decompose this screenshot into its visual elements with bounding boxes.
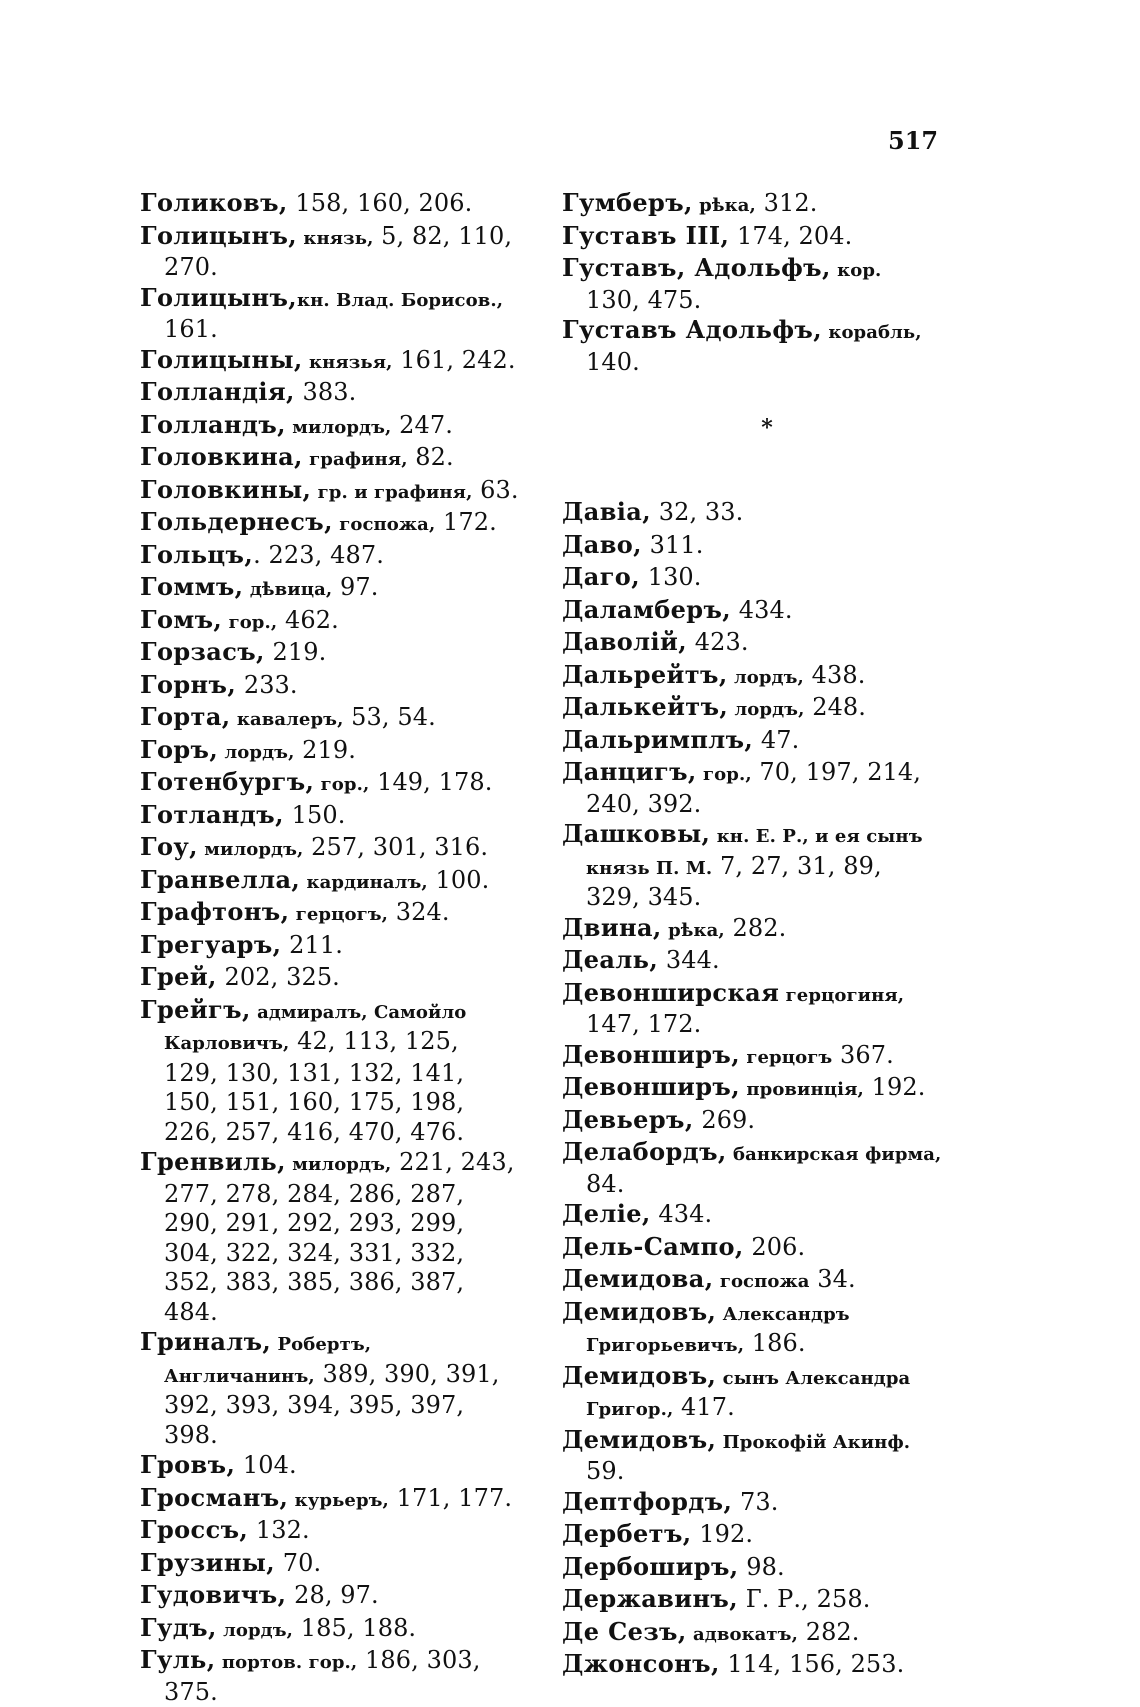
entry-page-refs: 149, 178.: [369, 768, 493, 796]
index-entry: [562, 1264, 942, 1297]
index-entry: [140, 1450, 520, 1483]
index-entry: [562, 627, 942, 660]
entry-description: корабль,: [821, 322, 922, 343]
entry-description: курьеръ,: [288, 1489, 389, 1511]
index-entry: [562, 1199, 942, 1232]
entry-description: князья,: [302, 351, 393, 373]
index-entry: [140, 345, 520, 378]
entry-heading: Густавъ III,: [562, 220, 730, 250]
index-entry: [140, 1645, 520, 1707]
entry-description: кн. Е. Р., и ея сынъ князь П. М.: [586, 826, 923, 879]
entry-heading: Двина,: [562, 912, 662, 942]
entry-page-refs: 70, 197, 214, 240, 392.: [586, 758, 922, 818]
entry-heading: Гранвелла,: [140, 864, 301, 894]
entry-description: лордъ,: [216, 1619, 294, 1641]
entry-page-refs: 324.: [388, 898, 450, 926]
entry-page-refs: 158, 160, 206.: [287, 189, 473, 217]
entry-page-refs: 84.: [586, 1169, 625, 1198]
index-entry: [562, 725, 942, 758]
entry-heading: Горнъ,: [140, 669, 237, 699]
entry-page-refs: 257, 301, 316.: [303, 833, 489, 861]
entry-page-refs: 73.: [732, 1487, 779, 1516]
entry-page-refs: 311.: [641, 530, 704, 559]
entry-heading: Гольцъ,: [140, 539, 254, 569]
entry-heading: Дальрейтъ,: [562, 659, 728, 689]
entry-heading: Грузины,: [140, 1547, 276, 1577]
entry-page-refs: 247.: [391, 410, 453, 439]
entry-page-refs: 130.: [639, 563, 702, 591]
entry-page-refs: 28, 97.: [286, 1581, 379, 1609]
entry-heading: Горта,: [140, 702, 231, 731]
entry-heading: Гровъ,: [140, 1450, 236, 1479]
entry-description: герцогиня,: [779, 984, 905, 1006]
index-entry: [562, 188, 942, 221]
entry-heading: Грей,: [140, 962, 217, 991]
entry-description: гр. и графиня,: [311, 481, 473, 503]
index-entry: [562, 757, 942, 819]
index-entry: [562, 221, 942, 254]
entry-page-refs: 82.: [407, 443, 454, 471]
index-entry: [562, 253, 942, 315]
index-entry: [140, 1515, 520, 1548]
index-entry: [140, 1327, 520, 1450]
entry-heading: Демидовъ,: [562, 1424, 717, 1454]
index-column-left: [140, 188, 520, 1707]
entry-heading: Делабордъ,: [562, 1137, 727, 1166]
entry-heading: Дель-Сампо,: [562, 1231, 744, 1261]
entry-heading: Девонширская: [562, 977, 780, 1007]
entry-heading: Гольдернесъ,: [140, 507, 333, 536]
entry-page-refs: 186, 303, 375.: [164, 1646, 481, 1706]
entry-heading: Голландъ,: [140, 409, 286, 439]
entry-page-refs: 219.: [264, 638, 327, 666]
entry-description: лордъ,: [218, 741, 295, 763]
entry-description: Прокофій Акинф.: [716, 1431, 911, 1453]
entry-page-refs: 174, 204.: [729, 221, 853, 250]
index-entry: [140, 735, 520, 768]
entry-page-refs: 171, 177.: [388, 1483, 513, 1512]
entry-heading: Голландія,: [140, 377, 295, 406]
entry-heading: Голицыны,: [140, 344, 303, 374]
entry-description: госпожа: [713, 1271, 810, 1292]
index-entry: [140, 475, 520, 508]
entry-heading: Дашковы,: [562, 819, 711, 848]
entry-heading: Гоу,: [140, 832, 198, 861]
entry-heading: Даламберъ,: [562, 594, 732, 624]
entry-page-refs: 100.: [427, 865, 490, 894]
page-number: 517: [888, 126, 939, 155]
entry-page-refs: 219.: [294, 735, 357, 764]
entry-description: портов. гор.,: [215, 1652, 358, 1673]
entry-page-refs: 344.: [658, 946, 720, 974]
entry-description: кн. Влад. Борисов.,: [297, 289, 504, 311]
entry-description: кавалеръ,: [230, 709, 344, 730]
entry-heading: Дербоширъ,: [562, 1551, 739, 1581]
entry-heading: Данцигъ,: [562, 757, 697, 786]
entry-page-refs: 98.: [738, 1552, 785, 1581]
entry-heading: Графтонъ,: [140, 897, 290, 926]
entry-page-refs: 140.: [586, 347, 640, 376]
entry-page-refs: 150.: [283, 800, 346, 829]
index-entry: [562, 1552, 942, 1585]
index-entry: [140, 1483, 520, 1516]
index-entry: [140, 442, 520, 475]
entry-heading: Гроссъ,: [140, 1515, 249, 1544]
entry-page-refs: 192.: [691, 1520, 754, 1548]
entry-page-refs: 42, 113, 125, 129, 130, 131, 132, 141, 150, 151, 160, 175, 198, 226, 257, 416, 470, 476.: [164, 1027, 465, 1146]
entry-page-refs: 434.: [650, 1200, 713, 1228]
entry-page-refs: 132.: [248, 1516, 310, 1544]
entry-heading: Горзасъ,: [140, 637, 265, 666]
index-entry: [562, 692, 942, 725]
entry-description: герцогъ,: [289, 904, 389, 925]
entry-page-refs: 114, 156, 253.: [719, 1650, 905, 1678]
entry-heading: Державинъ,: [562, 1584, 738, 1613]
index-entry: [140, 410, 520, 443]
entry-heading: Гриналъ,: [140, 1327, 272, 1356]
entry-description: рѣка,: [661, 919, 725, 941]
entry-heading: Горъ,: [140, 734, 219, 764]
entry-description: рѣка,: [692, 195, 756, 216]
entry-description: милордъ,: [285, 1154, 392, 1175]
entry-heading: Деліе,: [562, 1199, 651, 1228]
entry-page-refs: 423.: [686, 628, 749, 656]
entry-description: дѣвица,: [243, 579, 333, 600]
entry-page-refs: 383.: [294, 378, 357, 406]
entry-description: Александръ Григорьевичъ,: [586, 1303, 850, 1356]
entry-page-refs: 47.: [753, 725, 800, 754]
entry-page-refs: 367.: [832, 1040, 894, 1069]
index-entry: [140, 507, 520, 540]
index-entry: [562, 1105, 942, 1138]
index-entry: [562, 1297, 942, 1361]
index-entry: [562, 819, 942, 913]
entry-heading: Джонсонъ,: [562, 1649, 720, 1678]
entry-page-refs: 438.: [803, 660, 866, 689]
entry-description: милордъ,: [285, 416, 392, 438]
index-entry: [562, 1072, 942, 1105]
index-entry: [562, 945, 942, 978]
index-entry: [140, 572, 520, 605]
index-entry: [562, 530, 942, 563]
entry-page-refs: 32, 33.: [651, 498, 744, 526]
entry-description: адмиралъ, Самойло Карловичъ,: [164, 1001, 467, 1054]
entry-description: адвокатъ,: [686, 1623, 798, 1645]
entry-page-refs: 462.: [277, 605, 339, 634]
entry-heading: Давіа,: [562, 497, 651, 526]
entry-description: Робертъ, Англичанинъ,: [164, 1334, 372, 1387]
entry-page-refs: 161.: [164, 315, 218, 343]
entry-page-refs: 172.: [435, 508, 497, 536]
entry-heading: Даго,: [562, 562, 640, 591]
entry-description: банкирская фирма,: [726, 1144, 942, 1165]
index-entry: [140, 637, 520, 670]
entry-page-refs: 7, 27, 31, 89, 329, 345.: [586, 851, 882, 911]
entry-heading: Демидова,: [562, 1264, 714, 1293]
index-entry: [140, 865, 520, 898]
entry-heading: Демидовъ,: [562, 1296, 717, 1326]
entry-page-refs: 70.: [275, 1548, 322, 1577]
entry-page-refs: 59.: [586, 1457, 625, 1485]
entry-page-refs: 161, 242.: [392, 345, 516, 374]
index-entry: [562, 1137, 942, 1199]
entry-page-refs: 221, 243, 277, 278, 284, 286, 287, 290, 291, 292, 293, 299, 304, 322, 324, 331, 332, 352, 383, 385, 386, 387, 484.: [164, 1148, 515, 1326]
index-entry: [562, 913, 942, 946]
entry-description: провинція,: [740, 1079, 864, 1100]
entry-page-refs: 269.: [693, 1105, 756, 1134]
index-entry: [562, 1519, 942, 1552]
entry-heading: Грейгъ,: [140, 994, 251, 1024]
index-entry: [562, 315, 942, 377]
entry-heading: Демидовъ,: [562, 1360, 717, 1390]
entry-description: госпожа,: [332, 514, 436, 535]
index-entry: [562, 1617, 942, 1650]
entry-heading: Голиковъ,: [140, 188, 288, 217]
entry-page-refs: 202, 325.: [216, 963, 340, 991]
entry-page-refs: 5, 82, 110, 270.: [164, 221, 513, 281]
index-entry: [140, 1613, 520, 1646]
index-entry: [140, 188, 520, 221]
entry-description: кор.: [830, 260, 882, 281]
index-entry: [562, 1487, 942, 1520]
entry-page-refs: Г. Р., 258.: [737, 1585, 871, 1613]
entry-description: герцогъ: [740, 1046, 833, 1068]
entry-heading: Гоммъ,: [140, 572, 244, 601]
entry-description: лордъ,: [728, 699, 805, 720]
entry-heading: Гросманъ,: [140, 1482, 289, 1512]
index-entry: [140, 832, 520, 865]
index-entry: [562, 1232, 942, 1265]
index-entry: [562, 497, 942, 530]
index-entry: [140, 1548, 520, 1581]
entry-heading: Деаль,: [562, 945, 659, 974]
entry-page-refs: 97.: [332, 573, 379, 601]
index-entry: [562, 1361, 942, 1425]
index-section-g-continued: [562, 188, 942, 377]
entry-description: милордъ,: [197, 839, 304, 860]
entry-heading: Грегуаръ,: [140, 929, 282, 959]
entry-page-refs: 417.: [673, 1393, 735, 1421]
index-entry: [562, 595, 942, 628]
index-entry: [562, 660, 942, 693]
entry-page-refs: 192.: [863, 1073, 926, 1101]
entry-page-refs: 130, 475.: [586, 285, 702, 314]
entry-heading: Девонширъ,: [562, 1039, 740, 1069]
entry-page-refs: 104.: [235, 1451, 297, 1479]
entry-heading: Голицынъ,: [140, 282, 298, 312]
index-entry: [562, 1425, 942, 1487]
index-entry: [140, 1580, 520, 1613]
entry-heading: Головкины,: [140, 474, 312, 504]
entry-description: сынъ Александра Григор.,: [586, 1367, 911, 1420]
entry-page-refs: 389, 390, 391, 392, 393, 394, 395, 397, 398.: [164, 1359, 500, 1449]
entry-page-refs: 248.: [804, 693, 867, 721]
index-entry: [140, 800, 520, 833]
entry-description: гор.,: [696, 764, 752, 785]
entry-description: гор.,: [222, 611, 278, 633]
index-entry: [562, 1649, 942, 1682]
index-entry: [140, 897, 520, 930]
entry-heading: Даволій,: [562, 627, 687, 656]
index-entry: [140, 1147, 520, 1327]
index-entry: [140, 540, 520, 573]
index-entry: [562, 1040, 942, 1073]
entry-heading: Даво,: [562, 529, 642, 559]
index-entry: [140, 605, 520, 638]
entry-page-refs: 147, 172.: [586, 1010, 702, 1038]
entry-heading: Гомъ,: [140, 604, 223, 634]
entry-description: князь,: [297, 227, 374, 249]
entry-page-refs: 233.: [236, 670, 298, 699]
entry-page-refs: 186.: [744, 1329, 806, 1357]
entry-page-refs: 206.: [743, 1232, 806, 1261]
index-entry: [140, 930, 520, 963]
entry-heading: Густавъ Адольфъ,: [562, 315, 822, 344]
entry-page-refs: 34.: [809, 1265, 856, 1293]
entry-heading: Гудъ,: [140, 1612, 217, 1642]
entry-description: кардиналъ,: [300, 871, 428, 893]
index-entry: [140, 670, 520, 703]
entry-heading: Далькейтъ,: [562, 692, 729, 721]
entry-heading: Дептфордъ,: [562, 1486, 733, 1516]
entry-description: графиня,: [302, 449, 408, 470]
index-entry: [140, 283, 520, 345]
entry-page-refs: 282.: [724, 913, 787, 942]
entry-heading: Готландъ,: [140, 799, 284, 829]
entry-description: лордъ,: [727, 666, 804, 688]
entry-page-refs: 185, 188.: [293, 1613, 417, 1642]
entry-heading: Густавъ, Адольфъ,: [562, 253, 831, 282]
index-entry: [562, 562, 942, 595]
entry-heading: Готенбургъ,: [140, 767, 315, 796]
entry-heading: Гренвиль,: [140, 1147, 286, 1176]
entry-page-refs: . 223, 487.: [253, 540, 384, 569]
entry-heading: Девьеръ,: [562, 1104, 694, 1134]
index-entry: [140, 767, 520, 800]
entry-page-refs: 282.: [797, 1617, 860, 1646]
entry-page-refs: 434.: [731, 595, 793, 624]
entry-heading: Гудовичъ,: [140, 1580, 287, 1609]
index-entry: [140, 377, 520, 410]
entry-page-refs: 63.: [472, 475, 519, 504]
index-entry: [140, 995, 520, 1148]
entry-page-refs: 53, 54.: [343, 703, 436, 731]
entry-description: гор.,: [314, 774, 370, 795]
entry-heading: Де Сезъ,: [562, 1616, 687, 1646]
index-entry: [562, 1584, 942, 1617]
index-entry: [140, 702, 520, 735]
entry-page-refs: 312.: [755, 189, 818, 217]
index-entry: [140, 221, 520, 283]
entry-heading: Головкина,: [140, 442, 303, 471]
entry-heading: Дербетъ,: [562, 1519, 692, 1548]
entry-page-refs: 211.: [281, 930, 343, 959]
entry-heading: Гумберъ,: [562, 188, 693, 217]
index-section-d: [562, 497, 942, 1682]
entry-heading: Гуль,: [140, 1645, 216, 1674]
index-column-right: [562, 188, 942, 1682]
entry-heading: Голицынъ,: [140, 220, 298, 250]
entry-heading: Девонширъ,: [562, 1072, 740, 1101]
entry-heading: Дальримплъ,: [562, 724, 754, 754]
section-separator: *: [761, 415, 773, 441]
index-entry: [140, 962, 520, 995]
index-entry: [562, 978, 942, 1040]
